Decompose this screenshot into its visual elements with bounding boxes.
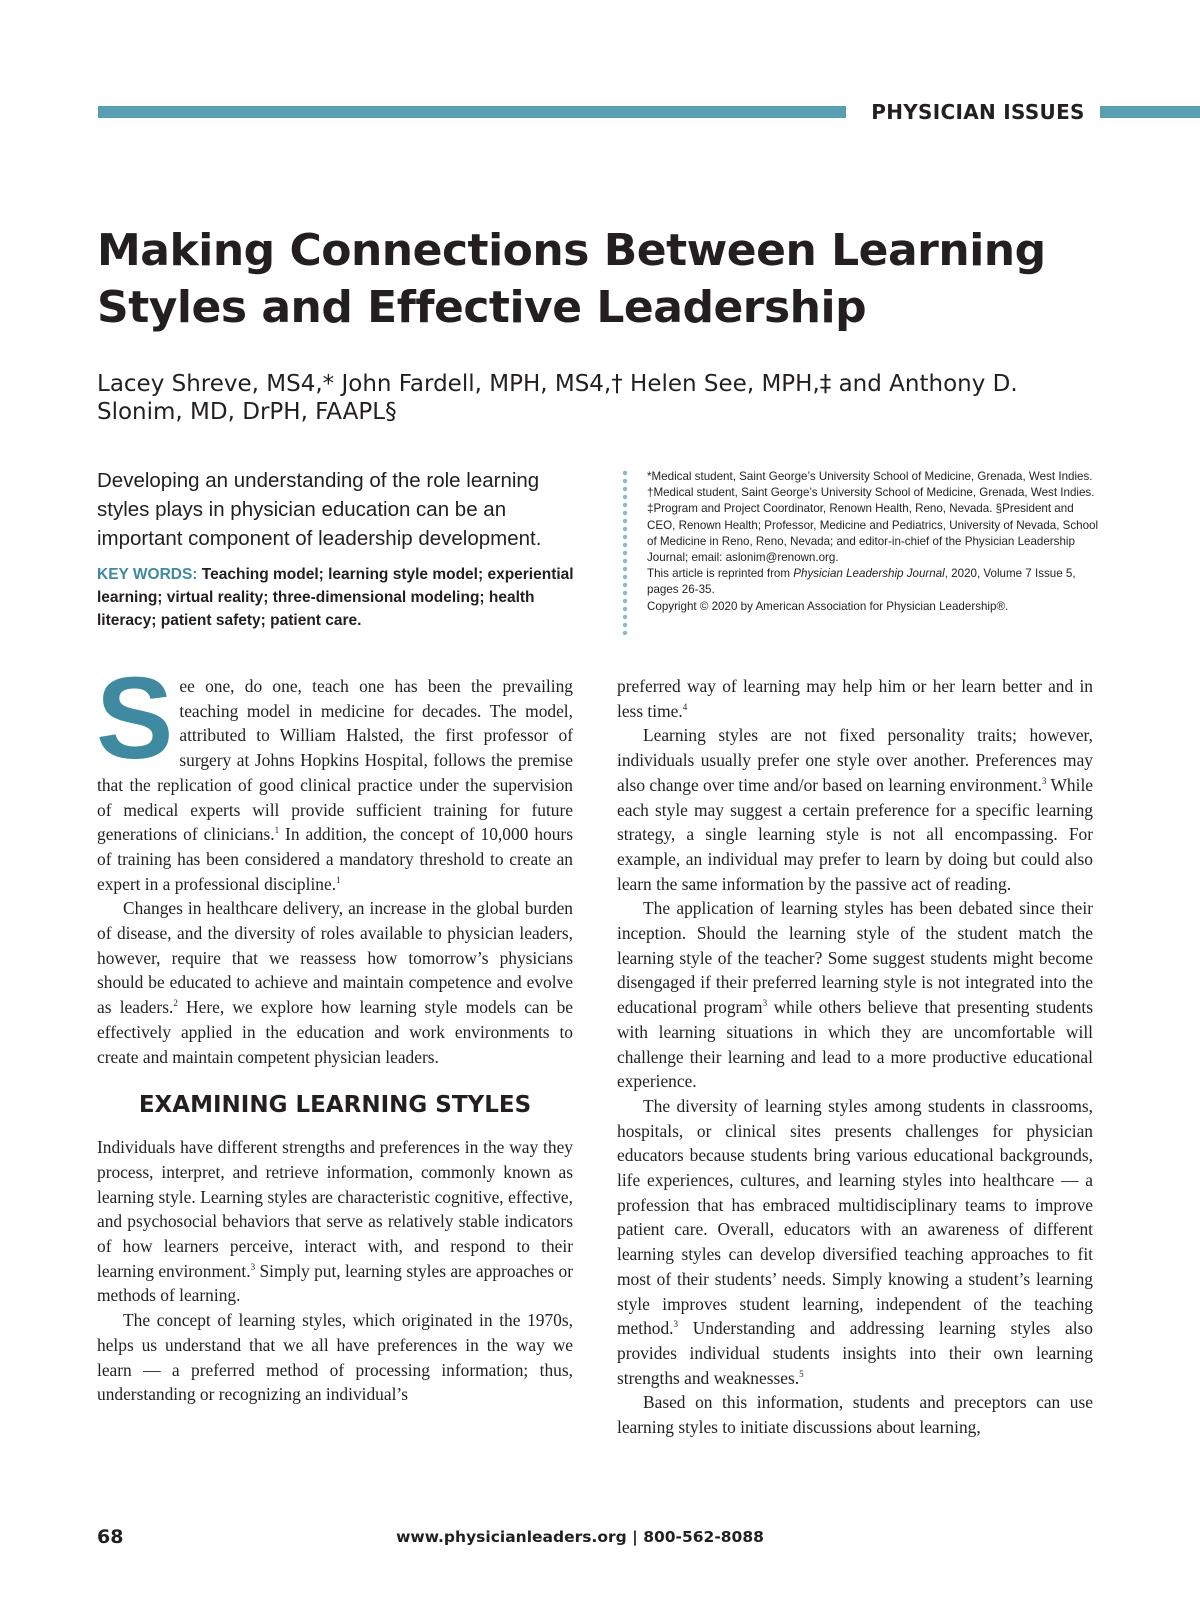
citation-ref: 2 bbox=[173, 998, 178, 1009]
body-paragraph: The concept of learning styles, which originated in the 1970s, helps us understand that we all have preferences in the way we learn — a preferred method of processing information; thus, understanding or recognizing an individual’s bbox=[97, 1310, 573, 1405]
citation-ref: 3 bbox=[1041, 776, 1047, 787]
abstract: Developing an understanding of the role learning styles plays in physician education can be an important component of leadership development. bbox=[97, 469, 542, 550]
keywords-label: KEY WORDS: bbox=[97, 566, 198, 583]
section-label: PHYSICIAN ISSUES bbox=[871, 100, 1085, 124]
section-heading: EXAMINING LEARNING STYLES bbox=[138, 1092, 532, 1119]
body-paragraph: Individuals have different strengths and preferences in the way they process, interpret, and retrieve information, commonly known as learning style. Learning styles are characteristic cognitive, effective, and psychosocial behaviors that serve as relatively stable indicators of how learners perceive, interact with, and respond to their learning environment.$^3$ Simply put, learning styles are approaches or methods of learning. bbox=[97, 1137, 573, 1306]
footer-contact: www.physicianleaders.org | 800-562-8088 bbox=[396, 1528, 764, 1546]
citation-ref: 3 bbox=[250, 1261, 256, 1272]
body-paragraph: Learning styles are not fixed personality traits; however, individuals usually prefer one style over another. Preferences may also change over time and/or based on learning environment.$^3$ While each style may suggest a certain preference for a specific learning strategy, a single learning style is not all encompassing. For example, an individual may prefer to learn by doing but could also learn the same information by the passive act of reading. bbox=[617, 725, 1094, 894]
copyright-note: Copyright © 2020 by American Association for Physician Leadership®. bbox=[647, 599, 1009, 613]
citation-ref: 4 bbox=[682, 701, 688, 712]
author-affiliations: *Medical student, Saint George’s University School of Medicine, Grenada, West Indies. †Medical student, Saint George’s University School of Medicine, Grenada, West Indies. ‡Program and Project Coordinator, Renown Health, Reno, Nevada. §President and CEO, Renown Health; Professor, Medicine and Pediatrics, University of Nevada, School of Medicine in Reno, Reno, Nevada; and editor-in-chief of the Physician Leadership Journal; email: aslonim@renown.org. bbox=[647, 470, 1099, 565]
body-paragraph: preferred way of learning may help him or her learn better and in less time.$^4$ bbox=[617, 676, 1093, 721]
body-paragraph: See one, do one, teach one has been the prevailing teaching model in medicine for decades. The model, attributed to William Halsted, the first professor of surgery at Johns Hopkins Hospital, follows the premise that the replication of good clinical practice under the supervision of medical experts will provide sufficient training for future generations of clinicians.$^1$ In addition, the concept of 10,000 hours of training has been considered a mandatory threshold to create an expert in a professional discipline.$^1$ bbox=[96, 653, 573, 894]
keywords bbox=[97, 563, 587, 632]
body-paragraph: The diversity of learning styles among students in classrooms, hospitals, or clinical sites presents challenges for physician educators because students bring various educational backgrounds, life experiences, cultures, and learning styles into healthcare — a profession that has embraced multidisciplinary teams to improve patient care. Overall, educators with an awareness of different learning styles can develop diversified teaching approaches to fit most of their students’ needs. Simply knowing a student’s learning style improves student learning, independent of the teaching method.$^3$ Understanding and addressing learning styles also provides individual students insights into their own learning strengths and weaknesses.$^5$ bbox=[617, 1095, 1093, 1388]
author-list: Lacey Shreve, MS4,* John Fardell, MPH, MS4,† Helen See, MPH,‡ and Anthony D. Slonim, MD, DrPH, FAAPL§ bbox=[97, 371, 1018, 425]
citation-ref: 1 bbox=[336, 874, 341, 885]
reprint-note: This article is reprinted from Physician Leadership Journal, 2020, Volume 7 Issue 5, pages 26-35. bbox=[647, 567, 1076, 597]
body-paragraph: The application of learning styles has been debated since their inception. Should the learning style of the student match the learning style of the teacher? Some suggest students might become disengaged if their preferred learning style is not integrated into the educational program$^3$ while others believe that presenting students with learning situations in which they are uncomfortable will challenge their learning and lead to a more productive educational experience. bbox=[617, 898, 1093, 1092]
header-accent-bar-left bbox=[98, 106, 846, 118]
drop-cap: S bbox=[96, 653, 174, 783]
dotted-divider bbox=[622, 469, 628, 635]
body-column-left bbox=[96, 653, 573, 1407]
keywords-text: Teaching model; learning style model; experiential learning; virtual reality; three-dimensional modeling; health literacy; patient safety; patient care. bbox=[97, 566, 574, 629]
citation-ref: 1 bbox=[274, 825, 280, 836]
body-paragraph: Based on this information, students and preceptors can use learning styles to initiate discussions about learning, bbox=[617, 1392, 1093, 1438]
article-title: Making Connections Between Learning Styles and Effective Leadership bbox=[97, 225, 1046, 333]
page-number: 68 bbox=[97, 1526, 124, 1548]
author-notes bbox=[647, 469, 1099, 615]
citation-ref: 3 bbox=[673, 1319, 679, 1330]
citation-ref: 5 bbox=[799, 1368, 804, 1379]
citation-ref: 3 bbox=[762, 998, 768, 1009]
header-accent-bar-right bbox=[1100, 106, 1200, 118]
body-column-right bbox=[617, 674, 1093, 1440]
body-paragraph: Changes in healthcare delivery, an increase in the global burden of disease, and the diversity of roles available to physician leaders, however, require that we reassess how tomorrow’s physicians should be educated to achieve and maintain competence and evolve as leaders.$^2$ Here, we explore how learning style models can be effectively applied in the education and work environments to create and maintain competent physician leaders. bbox=[97, 898, 573, 1067]
